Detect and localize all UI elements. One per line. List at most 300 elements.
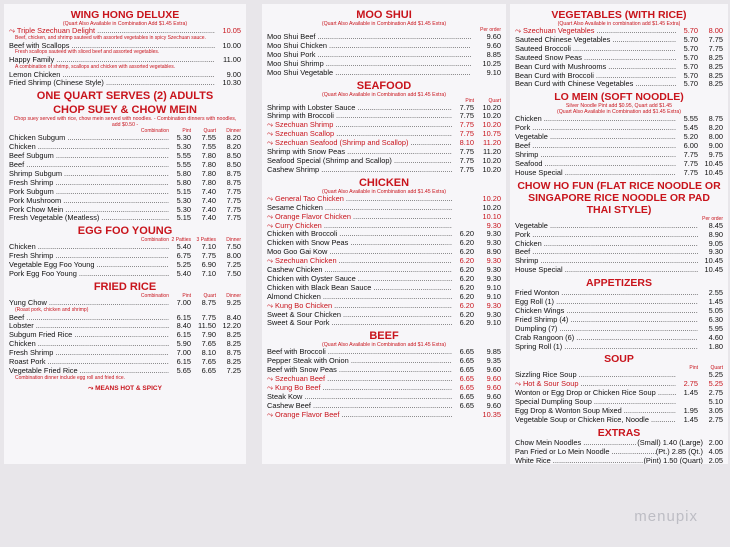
- item-name-text: Chicken: [515, 115, 542, 124]
- item-name-text: Kung Bo Chicken: [274, 301, 333, 310]
- item-name: [267, 139, 452, 148]
- price-header-label: Dinner: [226, 128, 241, 135]
- menu-item-row: [515, 389, 723, 398]
- item-price: 7.65: [191, 358, 216, 367]
- item-price: 5.20: [676, 133, 698, 142]
- hot-spicy-icon: ⤳: [267, 221, 275, 230]
- item-price: 3.05: [698, 407, 723, 416]
- item-name: [267, 195, 452, 204]
- item-price: 6.20: [452, 230, 474, 239]
- item-price: 5.10: [698, 398, 723, 407]
- price-header-label: Combination: [140, 128, 169, 135]
- item-name: [515, 124, 676, 133]
- item-name: [515, 240, 698, 249]
- hot-arrow-icon: ⤳: [88, 385, 96, 393]
- item-name-text: Beef: [515, 248, 531, 257]
- item-price: 10.20: [474, 195, 501, 204]
- item-price: 7.40: [191, 197, 216, 206]
- item-name-text: Moo Shui Beef: [267, 33, 316, 41]
- item-price: 5.30: [169, 206, 191, 215]
- item-price: 11.00: [215, 56, 241, 65]
- item-name-text: Beef with Snow Peas: [267, 366, 337, 375]
- section-title-beef: BEEF: [369, 330, 399, 343]
- price-header-label: Quart: [203, 128, 216, 135]
- item-price: 10.20: [474, 104, 501, 113]
- item-name-text: Vegetable Egg Foo Young: [9, 261, 95, 270]
- item-name: [267, 284, 452, 293]
- item-name-text: Lobster: [9, 322, 34, 331]
- item-name-text: Special Dumpling Soup: [515, 398, 592, 407]
- hot-spicy-icon: ⤳: [267, 301, 275, 310]
- price-header-label: Quart: [488, 97, 501, 104]
- item-name-text: Chicken: [9, 243, 36, 252]
- section-title-chow-ho-fun: CHOW HO FUN (FLAT RICE NOODLE OR SINGAPORE RICE NOODLE OR PAD THAI STYLE): [517, 179, 721, 216]
- item-price: 8.10: [452, 139, 474, 148]
- item-name-text: Bean Curd with Mushrooms: [515, 62, 607, 71]
- item-price: 6.20: [452, 284, 474, 293]
- menu-item-row: [515, 80, 723, 89]
- item-price: 11.50: [191, 322, 216, 331]
- section-subtitle: (Quart Also Available in Combination Add $1.45 Extra): [321, 21, 447, 27]
- price-header-label: Combination: [140, 293, 169, 299]
- item-price: 5.55: [676, 115, 698, 124]
- item-name: [267, 348, 452, 357]
- item-name: [9, 349, 169, 358]
- item-price: 10.35: [474, 411, 501, 420]
- item-name: [9, 143, 169, 152]
- item-name-text: White Rice: [515, 456, 551, 464]
- item-price: 7.25: [216, 261, 241, 270]
- item-name: [515, 316, 698, 325]
- item-price: 9.30: [474, 311, 501, 320]
- menu-item-row: [267, 213, 501, 222]
- item-name-text: House Special: [515, 266, 563, 275]
- menu-item-row: [515, 289, 723, 298]
- item-price: 7.75: [452, 166, 474, 175]
- item-price: 7.50: [216, 270, 241, 279]
- item-name: [515, 231, 698, 240]
- item-price: 9.30: [474, 239, 501, 248]
- item-name: [9, 261, 169, 270]
- price-header-label: Dinner: [226, 293, 241, 299]
- item-name: [9, 322, 169, 331]
- item-name-text: Beef: [515, 142, 531, 151]
- item-name: [267, 42, 471, 51]
- item-name-text: Szechuan Beef: [274, 375, 326, 384]
- item-name: [9, 214, 169, 223]
- lo-mein-list: [515, 115, 723, 177]
- menu-item-row: [267, 166, 501, 175]
- item-name: [515, 151, 676, 160]
- item-price: 8.75: [191, 299, 216, 308]
- item-price: 8.20: [698, 124, 723, 133]
- item-name: [267, 230, 452, 239]
- item-name: [267, 384, 452, 393]
- item-price: 7.75: [452, 130, 474, 139]
- price-header-label: 2 Patties: [171, 237, 191, 244]
- section-title-appetizers: APPETIZERS: [586, 277, 652, 290]
- menu-item-row: [515, 325, 723, 334]
- menu-item-row: [515, 343, 723, 352]
- item-name: [9, 170, 169, 179]
- item-name: [515, 343, 698, 352]
- item-price: 7.75: [216, 188, 241, 197]
- item-price: 7.40: [191, 188, 216, 197]
- item-price: 6.20: [452, 275, 474, 284]
- item-name-text: Orange Flavor Chicken: [274, 212, 351, 221]
- item-name: [515, 133, 676, 142]
- item-price: 8.75: [216, 170, 241, 179]
- item-name: [515, 307, 698, 316]
- item-price: 5.95: [698, 325, 723, 334]
- item-name: [9, 270, 169, 279]
- item-name-text: Sauteed Broccoli: [515, 44, 571, 53]
- item-name-text: Crab Rangoon (6): [515, 333, 575, 342]
- item-price: 8.75: [698, 115, 723, 124]
- item-name-text: Dumpling (7): [515, 324, 558, 333]
- item-price: 6.65: [452, 402, 474, 411]
- item-price: 9.30: [474, 275, 501, 284]
- item-price: 10.20: [474, 121, 501, 130]
- item-price: 9.60: [474, 393, 501, 402]
- menu-column-left: [4, 4, 246, 464]
- item-price: 6.65: [452, 375, 474, 384]
- item-price: 7.25: [216, 367, 241, 376]
- item-price: 7.10: [191, 243, 216, 252]
- item-name-text: Fresh Shrimp: [9, 178, 54, 187]
- item-name: [9, 179, 169, 188]
- item-name-text: Pork Egg Foo Young: [9, 270, 77, 279]
- item-price: 5.70: [676, 80, 698, 89]
- item-name-text: Sizzling Rice Soup: [515, 371, 577, 380]
- item-price: 8.25: [216, 358, 241, 367]
- item-name: [267, 302, 452, 311]
- item-name: [267, 402, 452, 411]
- chow-ho-fun-list: [515, 222, 723, 275]
- item-price: 7.75: [452, 104, 474, 113]
- item-name: [515, 142, 676, 151]
- wing-hong-list: [9, 27, 241, 88]
- item-price: 10.05: [215, 27, 241, 36]
- item-name-text: Roast Pork: [9, 358, 46, 367]
- item-name-text: House Special: [515, 168, 563, 177]
- item-name: [267, 275, 452, 284]
- menu-item-row: [9, 79, 241, 88]
- item-price: 2.75: [698, 389, 723, 398]
- item-price: 9.00: [698, 142, 723, 151]
- item-price: 5.15: [169, 188, 191, 197]
- menu-item-row: [9, 214, 241, 223]
- item-name: [267, 166, 452, 175]
- item-price: 6.90: [191, 261, 216, 270]
- fried-rice-list: [9, 299, 241, 381]
- item-name-text: Chow Mein Noodles: [515, 438, 582, 447]
- item-price: 8.50: [216, 161, 241, 170]
- item-price: 5.90: [169, 340, 191, 349]
- item-price: 6.20: [452, 293, 474, 302]
- section-title-seafood: SEAFOOD: [356, 79, 412, 92]
- item-price: 6.15: [169, 314, 191, 323]
- menu-item-row: [267, 195, 501, 204]
- item-price: 8.25: [216, 340, 241, 349]
- hot-spicy-legend-text: MEANS HOT & SPICY: [95, 385, 162, 393]
- item-price: 7.80: [191, 179, 216, 188]
- item-name-text: Shrimp: [515, 150, 539, 159]
- item-name-text: Almond Chicken: [267, 292, 321, 301]
- item-price: 5.45: [676, 124, 698, 133]
- price-header-label: Combination: [140, 237, 169, 244]
- item-price: 7.75: [698, 36, 723, 45]
- item-name: [515, 257, 698, 266]
- item-name-text: Happy Family: [9, 56, 55, 64]
- item-name-text: Moo Goo Gai Kow: [267, 248, 328, 257]
- item-price: 5.30: [169, 143, 191, 152]
- item-name-text: Curry Chicken: [274, 221, 322, 230]
- menu-item-row: [9, 71, 241, 80]
- item-name-text: Chicken with Broccoli: [267, 230, 338, 239]
- item-name-text: Fried Shrimp (Chinese Style): [9, 79, 104, 88]
- item-name: [267, 248, 452, 257]
- item-price: 9.25: [216, 299, 241, 308]
- section-subtitle: (Quart Also Available in Combination add $1.45 Extra): [322, 91, 446, 98]
- menu-item-row: [267, 60, 501, 69]
- item-name: [515, 27, 676, 36]
- item-price: 8.20: [216, 143, 241, 152]
- hot-spicy-icon: ⤳: [267, 194, 275, 203]
- item-price: 5.80: [169, 179, 191, 188]
- section-title-moo-shui: MOO SHUI: [356, 9, 412, 21]
- item-name-text: Egg Drop & Wonton Soup Mixed: [515, 407, 622, 416]
- item-name-text: Cashew Beef: [267, 401, 311, 410]
- item-name: [515, 248, 698, 257]
- item-name: [267, 393, 452, 402]
- item-price: 8.25: [698, 72, 723, 81]
- item-price: 8.75: [216, 349, 241, 358]
- item-note: Beef, chicken, and shrimp sauteed with assorted vegetables in spicy Szechuan sauce.: [15, 34, 206, 41]
- item-price: 9.30: [698, 248, 723, 257]
- item-name-text: Moo Shui Pork: [267, 50, 316, 59]
- section-subtitle: (Quart Also Available in Combination add $1.45 Extra): [557, 109, 681, 116]
- item-size-prices: (Pt.) 2.85 (Qt.): [655, 446, 703, 456]
- item-price: 6.20: [452, 302, 474, 311]
- menu-column-middle: [262, 4, 506, 464]
- item-name-text: Shrimp with Lobster Sauce: [267, 103, 356, 112]
- moo-shui-list: [267, 33, 501, 78]
- menu-item-row: [267, 411, 501, 420]
- item-name-text: Chicken with Black Bean Sauce: [267, 283, 372, 292]
- item-price: 6.15: [169, 358, 191, 367]
- item-name-text: Chicken with Oyster Sauce: [267, 274, 356, 283]
- item-name-text: Kung Bo Beef: [274, 384, 321, 392]
- item-name-text: Egg Roll (1): [515, 298, 555, 307]
- item-name-text: Pepper Steak with Onion: [267, 357, 349, 366]
- item-price: 7.40: [191, 214, 216, 223]
- item-price: 5.05: [698, 307, 723, 316]
- item-name: [515, 289, 698, 298]
- item-name-text: Steak Kow: [267, 392, 303, 401]
- item-name-text: Fried Wonton: [515, 289, 560, 298]
- item-price: 5.70: [676, 63, 698, 72]
- item-name-text: Pork Subgum: [9, 187, 54, 196]
- item-note: (Roast pork, chicken and shrimp): [15, 306, 89, 313]
- item-price: 7.75: [452, 148, 474, 157]
- item-name-text: Vegetable Fried Rice: [9, 366, 78, 375]
- item-price: 10.25: [471, 60, 501, 69]
- item-price: 7.00: [169, 349, 191, 358]
- item-name-text: Szechuan Vegetables: [522, 27, 595, 35]
- hot-spicy-icon: ⤳: [267, 410, 275, 419]
- item-name-text: Vegetable Soup or Chicken Rice, Noodle: [515, 416, 649, 424]
- item-price: 1.45: [676, 389, 698, 398]
- item-price: 6.30: [698, 316, 723, 325]
- item-price: 4.05: [703, 448, 723, 457]
- menu-item-row: [515, 240, 723, 249]
- item-name-text: Fresh Shrimp: [9, 349, 54, 358]
- item-name-text: Shrimp: [515, 257, 539, 266]
- item-price: 6.20: [452, 319, 474, 328]
- item-name: [515, 63, 676, 72]
- menu-item-row: [515, 266, 723, 275]
- section-subtitle: (Quart Also Available in Combination add $1.45 Extra): [322, 342, 446, 349]
- item-name-text: Vegetable: [515, 221, 548, 230]
- item-name-text: Sweet & Sour Chicken: [267, 310, 341, 319]
- item-name: [267, 357, 452, 366]
- item-name: [267, 157, 452, 166]
- item-name: [267, 104, 452, 113]
- item-price: 9.10: [474, 293, 501, 302]
- menu-item-row: [515, 307, 723, 316]
- item-price: 1.95: [676, 407, 698, 416]
- price-header-label: Pint: [182, 293, 191, 299]
- price-header-label: 3 Patties: [196, 237, 216, 244]
- item-note: Fresh scallops sauteed with sliced beef and assorted vegetables.: [15, 49, 160, 56]
- item-name: [9, 188, 169, 197]
- seafood-list: [267, 104, 501, 175]
- item-price: 8.40: [169, 322, 191, 331]
- menu-item-row: [515, 298, 723, 307]
- item-price: 7.65: [191, 340, 216, 349]
- item-price: 9.60: [474, 366, 501, 375]
- item-name-text: Beef with Broccoli: [267, 348, 326, 357]
- item-price: 8.00: [698, 27, 723, 36]
- chop-suey-list: [9, 134, 241, 223]
- item-name: [515, 407, 676, 416]
- item-price: 8.10: [191, 349, 216, 358]
- item-name-text: Sweet & Sour Pork: [267, 319, 330, 328]
- item-name-text: Beef with Scallops: [9, 41, 70, 50]
- item-price: 9.30: [474, 302, 501, 311]
- item-price: 6.75: [169, 252, 191, 261]
- item-price: 9.10: [471, 69, 501, 78]
- menu-item-row: [267, 42, 501, 51]
- section-title-serves: ONE QUART SERVES (2) ADULTS: [36, 90, 214, 103]
- item-price: 7.00: [169, 299, 191, 308]
- item-price: 2.05: [703, 457, 723, 464]
- item-price: 9.60: [474, 402, 501, 411]
- item-price: 7.75: [698, 45, 723, 54]
- item-price: 4.60: [698, 334, 723, 343]
- item-price: 10.45: [698, 160, 723, 169]
- item-price: 9.10: [474, 319, 501, 328]
- item-price: 10.75: [474, 130, 501, 139]
- item-name: [267, 257, 452, 266]
- item-price: 7.75: [676, 160, 698, 169]
- item-name: [515, 169, 676, 178]
- section-subtitle: Chop suey served with rice, chow mein served with noodles. - Combination dinners with noodles, add $0.50 -: [13, 116, 237, 129]
- hot-spicy-icon: ⤳: [267, 257, 275, 266]
- item-name: [267, 60, 471, 69]
- item-price: 8.20: [216, 134, 241, 143]
- item-name-text: Pork Mushroom: [9, 196, 62, 205]
- item-name: [9, 243, 169, 252]
- item-price: 6.20: [452, 266, 474, 275]
- beef-list: [267, 348, 501, 419]
- item-name: [515, 325, 698, 334]
- item-name: [267, 411, 452, 420]
- item-name-text: Szechuan Seafood (Shrimp and Scallop): [274, 139, 409, 148]
- hot-spicy-icon: ⤳: [267, 212, 275, 221]
- item-price: 8.00: [698, 133, 723, 142]
- item-price: 1.45: [698, 298, 723, 307]
- item-price: 1.45: [676, 416, 698, 425]
- item-price: 12.20: [216, 322, 241, 331]
- vegetables-list: [515, 27, 723, 89]
- item-name: [9, 252, 169, 261]
- item-name: [267, 69, 471, 78]
- section-subtitle: (Quart Also Available in Combination Add $1.45 Extra): [62, 21, 188, 27]
- hot-spicy-icon: ⤳: [515, 27, 523, 35]
- item-price: 10.20: [474, 112, 501, 121]
- item-price: 5.65: [169, 367, 191, 376]
- item-price: 7.75: [191, 252, 216, 261]
- item-price: 8.40: [216, 314, 241, 323]
- item-name-text: Chicken: [9, 340, 36, 349]
- item-name: [267, 319, 452, 328]
- item-name-text: Vegetable: [515, 133, 548, 142]
- item-price: 7.90: [191, 331, 216, 340]
- item-size-prices: (Small) 1.40 (Large): [637, 437, 703, 447]
- item-name-text: Szechuan Scallop: [274, 130, 335, 139]
- item-price: 6.00: [676, 142, 698, 151]
- item-name: [515, 334, 698, 343]
- item-price: 6.20: [452, 248, 474, 257]
- hot-spicy-icon: ⤳: [267, 139, 275, 148]
- item-name: [267, 121, 452, 130]
- item-price: 8.50: [216, 152, 241, 161]
- item-price: 9.85: [474, 348, 501, 357]
- item-price: 7.80: [191, 152, 216, 161]
- hot-spicy-icon: ⤳: [267, 384, 275, 392]
- item-price: 10.10: [474, 213, 501, 222]
- item-price: 7.75: [452, 121, 474, 130]
- hot-spicy-icon: ⤳: [515, 380, 523, 389]
- item-name: [267, 222, 452, 231]
- item-name-text: Orange Flavor Beef: [274, 410, 340, 419]
- price-header-label: Quart: [710, 365, 723, 372]
- chicken-list: [267, 195, 501, 329]
- item-name: [9, 331, 169, 340]
- item-name-text: Chicken: [9, 143, 36, 152]
- section-subtitle: (Quart Also Available in combination add $1.45 Extra): [557, 21, 681, 27]
- item-name-text: Fresh Vegetable (Meatless): [9, 214, 100, 223]
- item-price: 8.25: [698, 63, 723, 72]
- item-name: [9, 152, 169, 161]
- item-name-text: Chicken Wings: [515, 306, 565, 315]
- item-name: [515, 36, 676, 45]
- item-price: 5.70: [676, 27, 698, 36]
- item-price: 1.80: [698, 343, 723, 352]
- item-price: 8.25: [698, 80, 723, 89]
